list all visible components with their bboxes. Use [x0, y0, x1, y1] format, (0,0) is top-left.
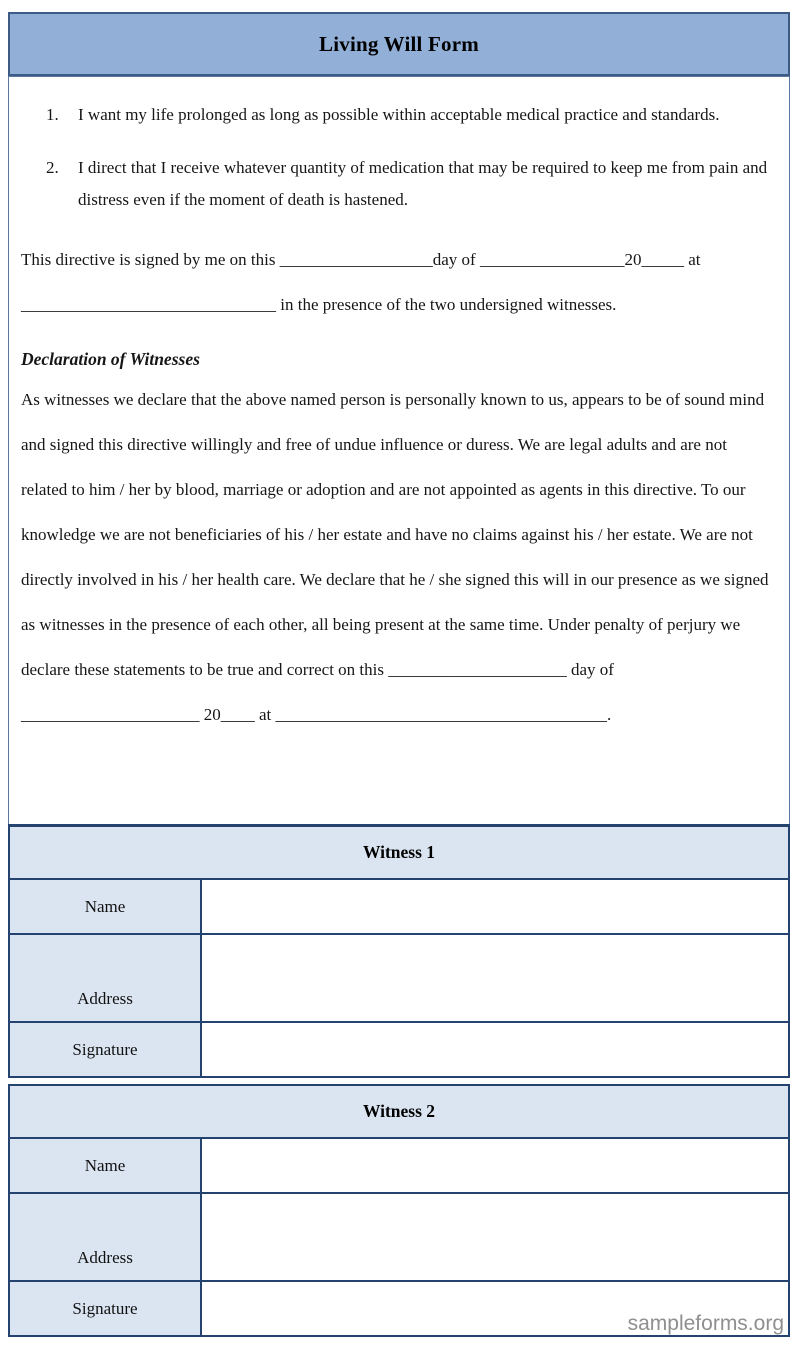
witness-2-name-row [10, 1137, 788, 1192]
directive-item-2 [21, 152, 777, 216]
page-title: Living Will Form [319, 31, 479, 56]
witness-1-title: Witness 1 [362, 842, 436, 862]
watermark-text: sampleforms.org [627, 1312, 784, 1335]
form-document [8, 12, 790, 1337]
witness-1-name-row [10, 878, 788, 933]
directive-item-1-number: 1. [46, 105, 59, 124]
witness-1-address-label: Address [10, 935, 202, 1021]
signing-statement: This directive is signed by me on this __________________day of _________________20_____ at ______________________________ in the presence of the two undersigned witnesses. [21, 250, 701, 314]
directive-item-1 [21, 99, 777, 131]
witness-1-signature-row [10, 1021, 788, 1076]
directive-item-1-text: I want my life prolonged as long as possible within acceptable medical practice and standards. [78, 105, 720, 124]
witness-2-address-row [10, 1192, 788, 1280]
directive-item-2-number: 2. [46, 158, 59, 177]
witness-1-table [8, 824, 790, 1078]
declaration-body: As witnesses we declare that the above named person is personally known to us, appears to be of sound mind and signed this directive willingly and free of undue influence or duress. We are legal adults and are not related to him / her by blood, marriage or adoption and are not appointed as agents in this directive. To our knowledge we are not beneficiaries of his / her estate and have no claims against his / her estate. We are not directly involved in his / her health care. We declare that he / she signed this will in our presence as we signed as witnesses in the presence of each other, all being present at the same time. Under penalty of perjury we declare these statements to be true and correct on this _____________________ day of _____________________ 20____ at _______________________________________. [21, 390, 769, 724]
witness-1-name-label: Name [10, 880, 202, 933]
witness-2-address-label: Address [10, 1194, 202, 1280]
form-title-bar [8, 12, 790, 76]
witness-1-address-row [10, 933, 788, 1021]
directives-list [21, 99, 777, 216]
witness-1-signature-field[interactable] [202, 1023, 788, 1076]
witness-2-signature-label: Signature [10, 1282, 202, 1335]
declaration-heading: Declaration of Witnesses [21, 349, 200, 369]
witness-1-address-field[interactable] [202, 935, 788, 1021]
witness-2-address-field[interactable] [202, 1194, 788, 1280]
witness-1-signature-label: Signature [10, 1023, 202, 1076]
directive-item-2-text: I direct that I receive whatever quantity of medication that may be required to keep me from pain and distress even if the moment of death is hastened. [78, 158, 768, 209]
witness-2-title: Witness 2 [362, 1101, 436, 1121]
witness-2-name-field[interactable] [202, 1139, 788, 1192]
witness-1-name-field[interactable] [202, 880, 788, 933]
witness-2-header [10, 1086, 788, 1137]
witness-1-header [10, 827, 788, 878]
form-body [8, 76, 790, 824]
witness-2-name-label: Name [10, 1139, 202, 1192]
witness-2-table [8, 1084, 790, 1337]
